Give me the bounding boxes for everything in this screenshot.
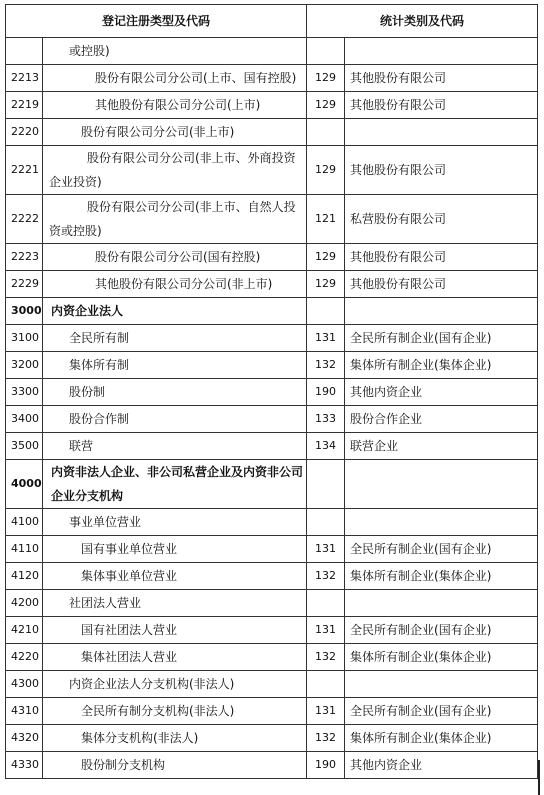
table-row (6, 617, 538, 644)
statistics-code: 131 (307, 536, 345, 563)
statistics-category-name (345, 590, 538, 617)
table-row (6, 433, 538, 460)
registration-type-name: 全民所有制分支机构(非法人) (43, 698, 307, 725)
registration-code: 3400 (6, 406, 43, 433)
statistics-code: 129 (307, 65, 345, 92)
statistics-category-name: 集体所有制企业(集体企业) (345, 725, 538, 752)
registration-code: 4120 (6, 563, 43, 590)
table-row (6, 509, 538, 536)
statistics-code: 131 (307, 617, 345, 644)
table-row (6, 119, 538, 146)
registration-type-table (5, 4, 538, 779)
header-statistics-category: 统计类别及代码 (307, 5, 538, 38)
registration-type-name: 股份制 (43, 379, 307, 406)
table-row (6, 146, 538, 195)
registration-type-name: 国有社团法人营业 (43, 617, 307, 644)
table-header-row (6, 5, 538, 38)
statistics-code: 131 (307, 325, 345, 352)
statistics-category-name: 全民所有制企业(国有企业) (345, 325, 538, 352)
statistics-category-name: 全民所有制企业(国有企业) (345, 536, 538, 563)
registration-type-name: 集体分支机构(非法人) (43, 725, 307, 752)
table-row (6, 352, 538, 379)
table-row (6, 752, 538, 779)
registration-code: 4220 (6, 644, 43, 671)
table-row (6, 298, 538, 325)
statistics-code: 129 (307, 271, 345, 298)
statistics-category-name: 全民所有制企业(国有企业) (345, 617, 538, 644)
statistics-category-name: 股份合作企业 (345, 406, 538, 433)
statistics-category-name: 集体所有制企业(集体企业) (345, 563, 538, 590)
scroll-edge (538, 760, 540, 795)
table-row (6, 92, 538, 119)
registration-type-name: 股份有限公司分公司(非上市) (43, 119, 307, 146)
statistics-code (307, 590, 345, 617)
statistics-code: 129 (307, 244, 345, 271)
registration-type-name: 股份制分支机构 (43, 752, 307, 779)
registration-type-name: 其他股份有限公司分公司(非上市) (43, 271, 307, 298)
registration-code: 3300 (6, 379, 43, 406)
registration-type-name: 其他股份有限公司分公司(上市) (43, 92, 307, 119)
registration-code: 2222 (6, 195, 43, 244)
header-registration-type: 登记注册类型及代码 (6, 5, 307, 38)
table-row (6, 698, 538, 725)
table-row (6, 671, 538, 698)
table-body (6, 38, 538, 779)
statistics-code: 132 (307, 563, 345, 590)
registration-type-name: 内资企业法人 (43, 298, 307, 325)
registration-type-name: 或控股) (43, 38, 307, 65)
table-row (6, 536, 538, 563)
table-row (6, 195, 538, 244)
statistics-category-name: 集体所有制企业(集体企业) (345, 352, 538, 379)
statistics-category-name (345, 38, 538, 65)
table-row (6, 38, 538, 65)
statistics-code: 132 (307, 725, 345, 752)
statistics-category-name: 其他股份有限公司 (345, 146, 538, 195)
registration-code: 4100 (6, 509, 43, 536)
registration-type-name: 全民所有制 (43, 325, 307, 352)
table-row (6, 271, 538, 298)
statistics-category-name: 私营股份有限公司 (345, 195, 538, 244)
statistics-category-name: 联营企业 (345, 433, 538, 460)
registration-type-name: 股份有限公司分公司(非上市、外商投资企业投资) (43, 146, 307, 195)
table-row (6, 460, 538, 509)
registration-code: 4330 (6, 752, 43, 779)
registration-code: 4110 (6, 536, 43, 563)
registration-code: 4300 (6, 671, 43, 698)
statistics-category-name (345, 671, 538, 698)
statistics-category-name: 全民所有制企业(国有企业) (345, 698, 538, 725)
statistics-code: 132 (307, 644, 345, 671)
statistics-category-name (345, 460, 538, 509)
registration-code: 3000 (6, 298, 43, 325)
statistics-category-name: 其他内资企业 (345, 752, 538, 779)
statistics-code (307, 671, 345, 698)
statistics-code: 129 (307, 146, 345, 195)
registration-type-name: 联营 (43, 433, 307, 460)
statistics-code: 132 (307, 352, 345, 379)
statistics-code: 190 (307, 752, 345, 779)
registration-code: 2219 (6, 92, 43, 119)
registration-code: 4000 (6, 460, 43, 509)
registration-type-name: 集体所有制 (43, 352, 307, 379)
registration-type-name: 事业单位营业 (43, 509, 307, 536)
statistics-code: 133 (307, 406, 345, 433)
statistics-code: 121 (307, 195, 345, 244)
table-row (6, 379, 538, 406)
table-row (6, 406, 538, 433)
registration-type-name: 集体事业单位营业 (43, 563, 307, 590)
registration-code: 3100 (6, 325, 43, 352)
registration-code (6, 38, 43, 65)
registration-code: 4210 (6, 617, 43, 644)
registration-code: 4320 (6, 725, 43, 752)
registration-code: 4200 (6, 590, 43, 617)
registration-code: 3200 (6, 352, 43, 379)
table-row (6, 65, 538, 92)
registration-type-name: 内资非法人企业、非公司私营企业及内资非公司企业分支机构 (43, 460, 307, 509)
registration-type-name: 社团法人营业 (43, 590, 307, 617)
statistics-category-name (345, 509, 538, 536)
registration-type-name: 集体社团法人营业 (43, 644, 307, 671)
registration-code: 2223 (6, 244, 43, 271)
registration-code: 3500 (6, 433, 43, 460)
registration-code: 4310 (6, 698, 43, 725)
table-row (6, 725, 538, 752)
statistics-category-name: 其他股份有限公司 (345, 271, 538, 298)
table-row (6, 590, 538, 617)
registration-type-name: 股份有限公司分公司(国有控股) (43, 244, 307, 271)
statistics-code (307, 119, 345, 146)
statistics-category-name: 集体所有制企业(集体企业) (345, 644, 538, 671)
registration-code: 2220 (6, 119, 43, 146)
statistics-category-name (345, 298, 538, 325)
statistics-category-name: 其他股份有限公司 (345, 65, 538, 92)
statistics-code: 129 (307, 92, 345, 119)
registration-type-name: 国有事业单位营业 (43, 536, 307, 563)
registration-type-name: 内资企业法人分支机构(非法人) (43, 671, 307, 698)
statistics-category-name: 其他内资企业 (345, 379, 538, 406)
statistics-code (307, 460, 345, 509)
table-row (6, 325, 538, 352)
statistics-code: 190 (307, 379, 345, 406)
table-row (6, 644, 538, 671)
registration-code: 2213 (6, 65, 43, 92)
registration-type-name: 股份有限公司分公司(非上市、自然人投资或控股) (43, 195, 307, 244)
registration-type-name: 股份合作制 (43, 406, 307, 433)
registration-type-name: 股份有限公司分公司(上市、国有控股) (43, 65, 307, 92)
registration-code: 2229 (6, 271, 43, 298)
registration-code: 2221 (6, 146, 43, 195)
table-row (6, 563, 538, 590)
statistics-code: 134 (307, 433, 345, 460)
statistics-code (307, 509, 345, 536)
statistics-category-name (345, 119, 538, 146)
table-row (6, 244, 538, 271)
statistics-category-name: 其他股份有限公司 (345, 92, 538, 119)
statistics-code (307, 298, 345, 325)
statistics-code (307, 38, 345, 65)
statistics-code: 131 (307, 698, 345, 725)
statistics-category-name: 其他股份有限公司 (345, 244, 538, 271)
